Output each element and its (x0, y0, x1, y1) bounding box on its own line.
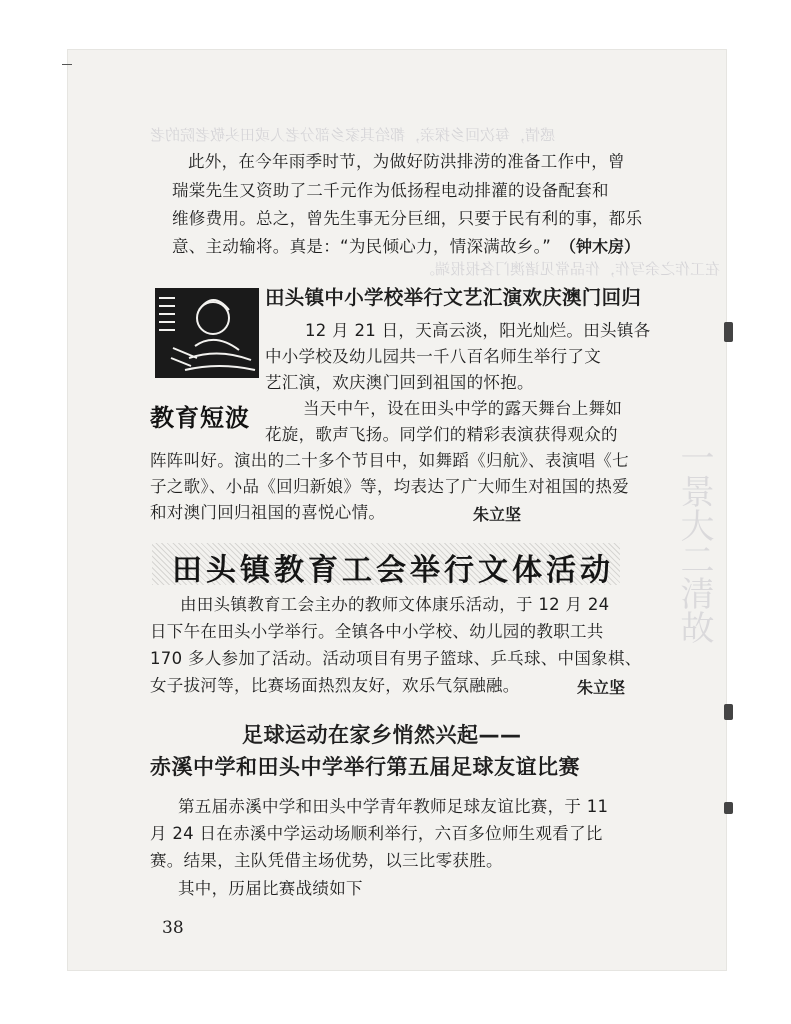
author-credit: 朱立坚 (577, 678, 626, 697)
binding-mark (724, 802, 733, 814)
paragraph-line: 阵阵叫好。演出的二十多个节目中，如舞蹈《归航》、表演唱《七 (150, 451, 629, 470)
paragraph-line: 日下午在田头小学举行。全镇各中小学校、幼儿园的教职工共 (150, 622, 604, 641)
paragraph-line: 170 多人参加了活动。活动项目有男子篮球、乒乓球、中国象棋、 (150, 649, 642, 668)
binding-mark (724, 322, 733, 342)
paragraph-line: 和对澳门回归祖国的喜悦心情。 (150, 503, 386, 522)
paragraph-line: 子之歌》、小品《回归新娘》等，均表达了广大师生对祖国的热爱 (150, 477, 629, 496)
paragraph-line: 由田头镇教育工会主办的教师文体康乐活动，于 12 月 24 (180, 595, 610, 614)
paragraph-line: 12 月 21 日，天高云淡，阳光灿烂。田头镇各 (305, 321, 651, 340)
show-through-text: 感情，每次回乡探亲，都给其家乡部分老人或田头敬老院的老 (150, 126, 556, 144)
paragraph-line: 女子拔河等，比赛场面热烈友好，欢乐气氛融融。 (150, 676, 520, 695)
article-title: 田头镇中小学校举行文艺汇演欢庆澳门回归 (265, 286, 642, 309)
author-credit: 朱立坚 (473, 505, 522, 524)
paragraph-line: 花旋，歌声飞扬。同学们的精彩表演获得观众的 (265, 425, 618, 444)
article-title: 足球运动在家乡悄然兴起—— (242, 723, 522, 747)
crop-mark (62, 64, 72, 65)
column-stamp: 教育短波 (150, 403, 250, 432)
show-through-text: 一景大二清故 (674, 440, 714, 644)
paragraph-line: 瑞棠先生又资助了二千元作为低扬程电动排灌的设备配套和 (172, 181, 609, 200)
article-subtitle: 赤溪中学和田头中学举行第五届足球友谊比赛 (150, 755, 580, 779)
paragraph-line: 中小学校及幼儿园共一千八百名师生举行了文 (265, 347, 601, 366)
binding-mark (724, 704, 733, 720)
paragraph-line: 维修费用。总之，曾先生事无分巨细，只要于民有利的事，都乐 (172, 209, 643, 228)
show-through-text: 在工作之余写作，作品常见诸澳门各报报端。 (420, 260, 721, 278)
paragraph-line: 第五届赤溪中学和田头中学青年教师足球友谊比赛，于 11 (178, 797, 609, 816)
author-credit: （钟木房） (560, 237, 641, 256)
paragraph-line: 意、主动输将。真是：“为民倾心力，情深满故乡。” (172, 237, 552, 256)
paragraph-line: 赛。结果，主队凭借主场优势，以三比零获胜。 (150, 851, 503, 870)
page-number: 38 (162, 918, 184, 938)
paragraph-line: 月 24 日在赤溪中学运动场顺利举行，六百多位师生观看了比 (150, 824, 603, 843)
paragraph-line: 其中，历届比赛战绩如下 (178, 879, 363, 898)
paragraph-line: 艺汇演，欢庆澳门回到祖国的怀抱。 (265, 373, 534, 392)
paragraph-line: 当天中午，设在田头中学的露天舞台上舞如 (303, 399, 623, 418)
column-illustration (155, 288, 259, 378)
paragraph-line: 此外，在今年雨季时节，为做好防洪排涝的准备工作中，曾 (188, 152, 625, 171)
article-title: 田头镇教育工会举行文体活动 (172, 553, 614, 588)
